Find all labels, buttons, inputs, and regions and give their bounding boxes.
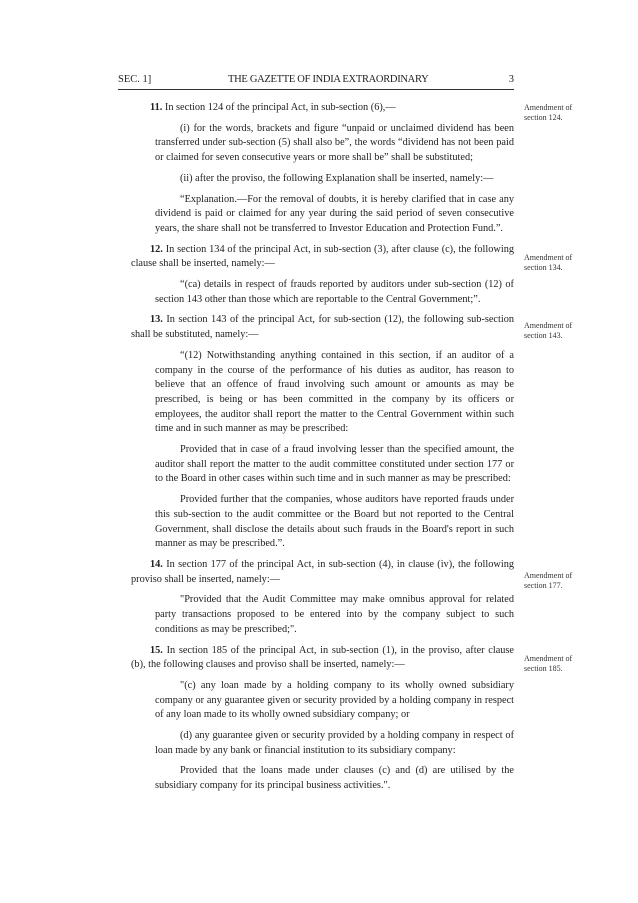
page-header	[118, 74, 514, 88]
section-number: 15.	[150, 644, 163, 656]
section-12-intro: 12. In section 134 of the principal Act, in sub-section (3), after clause (c), the following clause shall be inserted, namely:—	[131, 243, 514, 270]
margin-note-134: Amendment of section 134.	[524, 253, 573, 273]
section-number: 14.	[150, 558, 163, 570]
section-12-para-1: “(ca) details in respect of frauds reported by auditors under sub-section (12) of section 143 other than those which are reportable to the Central Government;”.	[155, 279, 514, 305]
section-11-para-2: (ii) after the proviso, the following Explanation shall be inserted, namely:—	[180, 172, 494, 184]
section-15-para-1: "(c) any loan made by a holding company to its wholly owned subsidiary company or any guarantee given or security provided by a holding company in respect of any loan made to its wholly owned subsidiary company; or	[155, 679, 514, 721]
margin-note-124: Amendment of section 124.	[524, 103, 573, 123]
section-13-para-2: Provided that in case of a fraud involving lesser than the specified amount, the auditor shall report the matter to the audit committee constituted under section 177 or to the Board in other cases within such time and in such manner as may be prescribed:	[155, 444, 514, 485]
section-11-para-1: (i) for the words, brackets and figure “unpaid or unclaimed dividend has been transferred under sub-section (5) shall also be”, the words “dividend has not been paid or claimed for seven consecutive years or more shall be” shall be substituted;	[155, 122, 514, 164]
margin-note-185: Amendment of section 185.	[524, 654, 573, 674]
header-title: THE GAZETTE OF INDIA EXTRAORDINARY	[228, 74, 429, 85]
header-section: SEC. 1]	[118, 74, 152, 85]
section-13-para-1: “(12) Notwithstanding anything contained in this section, if an auditor of a company in the course of the performance of his duties as auditor, has reason to believe that an offence of fraud involving such amount or amounts as may be prescribed, is being or has been committed in the company by its officers or employees, the auditor shall report the matter to the Central Government within such time and in such manner as may be prescribed:	[155, 349, 514, 435]
section-14-para-1: "Provided that the Audit Committee may make omnibus approval for related party transactions proposed to be entered into by the company subject to such conditions as may be prescribed;".	[155, 594, 514, 635]
section-15-para-2: (d) any guarantee given or security provided by a holding company in respect of loan made by any bank or financial institution to its subsidiary company:	[155, 730, 514, 756]
header-page-number: 3	[508, 74, 514, 85]
section-11-intro: 11. In section 124 of the principal Act, in sub-section (6),—	[150, 102, 396, 113]
section-14-intro: 14. In section 177 of the principal Act, in sub-section (4), in clause (iv), the following proviso shall be inserted, namely:—	[131, 558, 514, 585]
section-11-para-3: “Explanation.—For the removal of doubts, it is hereby clarified that in case any dividend is paid or claimed for any year during the said period of seven consecutive years, the share shall not be transferred to Investor Education and Protection Fund.”.	[155, 193, 514, 234]
section-number: 13.	[150, 314, 163, 326]
section-13-intro: 13. In section 143 of the principal Act, for sub-section (12), the following sub-section shall be substituted, namely:—	[131, 314, 514, 341]
section-13-para-3: Provided further that the companies, whose auditors have reported frauds under this sub-section to the audit committee or the Board but not reported to the Central Government, shall disclose the details about such frauds in the Board's report in such manner as may be prescribed.”.	[155, 494, 514, 550]
section-15-para-3: Provided that the loans made under clauses (c) and (d) are utilised by the subsidiary company for its principal business activities.".	[155, 765, 514, 792]
margin-note-143: Amendment of section 143.	[524, 321, 573, 341]
section-15-intro: 15. In section 185 of the principal Act, in sub-section (1), in the proviso, after clause (b), the following clauses and proviso shall be inserted, namely:—	[131, 644, 515, 671]
header-rule	[118, 89, 514, 90]
main-text	[131, 101, 514, 800]
section-number: 11.	[150, 102, 163, 113]
margin-note-177: Amendment of section 177.	[524, 571, 573, 591]
section-number: 12.	[150, 243, 163, 255]
